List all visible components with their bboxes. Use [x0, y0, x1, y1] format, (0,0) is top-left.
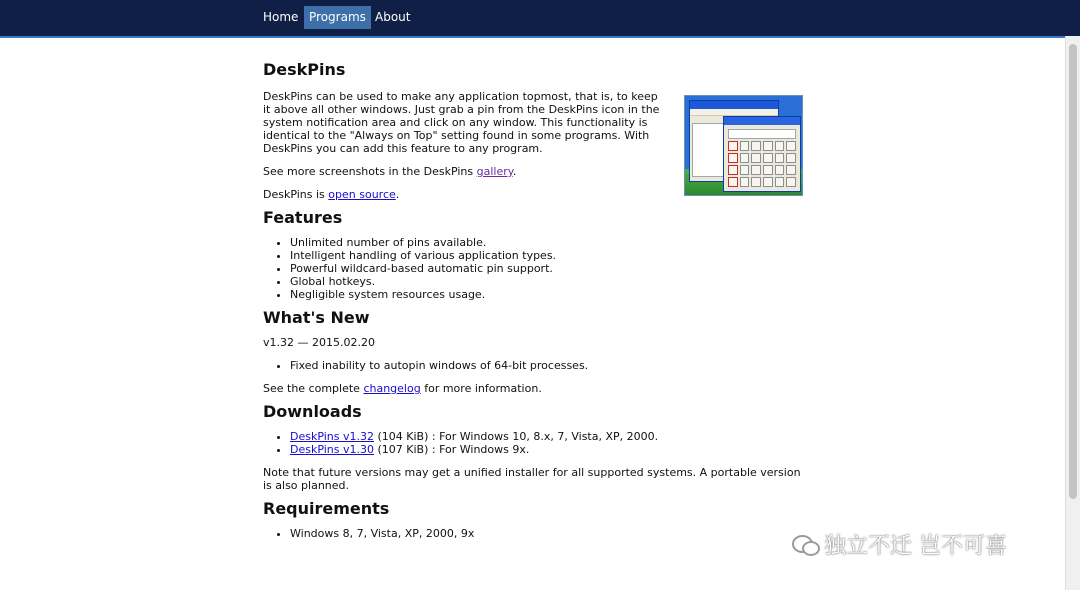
features-list	[263, 236, 803, 301]
wechat-icon	[792, 533, 818, 555]
vertical-scrollbar[interactable]	[1065, 36, 1080, 590]
list-item: • Windows 8, 7, Vista, XP, 2000, 9x	[290, 527, 803, 540]
intro-paragraph: DeskPins can be used to make any application topmost, that is, to keep it above all other windows. Just grab a pin from the DeskPins icon in the system notification area and click on any window. This functionality is identical to the "Always on Top" setting found in some programs. With DeskPins you can add this feature to any program.	[263, 90, 660, 155]
nav-about[interactable]: About	[375, 10, 411, 24]
list-item: • Intelligent handling of various application types.	[290, 249, 803, 262]
downloads-heading: Downloads	[263, 402, 362, 421]
list-item: • Global hotkeys.	[290, 275, 803, 288]
version-line: v1.32 — 2015.02.20	[263, 336, 375, 349]
open-source-line: DeskPins is open source.	[263, 188, 400, 201]
features-heading: Features	[263, 208, 343, 227]
download-v132-link[interactable]: DeskPins v1.32	[290, 430, 374, 443]
gallery-link[interactable]: gallery	[476, 165, 513, 178]
main-content	[263, 58, 803, 550]
scrollbar-thumb[interactable]	[1069, 44, 1077, 499]
nav-home[interactable]: Home	[263, 10, 299, 24]
requirements-list	[263, 527, 803, 540]
list-item: • Negligible system resources usage.	[290, 288, 803, 301]
whats-new-heading: What's New	[263, 308, 370, 327]
downloads-note: Note that future versions may get a unified installer for all supported systems. A portable version is also planned.	[263, 466, 801, 492]
page-title: DeskPins	[263, 60, 346, 79]
downloads-list	[263, 430, 803, 456]
requirements-heading: Requirements	[263, 499, 390, 518]
whats-new-list	[263, 359, 803, 372]
open-source-link[interactable]: open source	[328, 188, 396, 201]
top-navbar	[0, 0, 1080, 38]
list-item: • Fixed inability to autopin windows of 64-bit processes.	[290, 359, 803, 372]
list-item: • Powerful wildcard-based automatic pin support.	[290, 262, 803, 275]
screenshots-line: See more screenshots in the DeskPins gallery.	[263, 165, 517, 178]
wechat-watermark	[792, 527, 1007, 561]
list-item: • Unlimited number of pins available.	[290, 236, 803, 249]
download-item: • DeskPins v1.32 (104 KiB) : For Windows 10, 8.x, 7, Vista, XP, 2000.	[290, 430, 803, 443]
watermark-text: 独立不迁 岂不可喜	[824, 533, 1007, 559]
download-v130-link[interactable]: DeskPins v1.30	[290, 443, 374, 456]
nav-programs[interactable]: Programs	[304, 6, 371, 29]
changelog-line: See the complete changelog for more information.	[263, 382, 542, 395]
changelog-link[interactable]: changelog	[363, 382, 421, 395]
download-item: • DeskPins v1.30 (107 KiB) : For Windows 9x.	[290, 443, 803, 456]
